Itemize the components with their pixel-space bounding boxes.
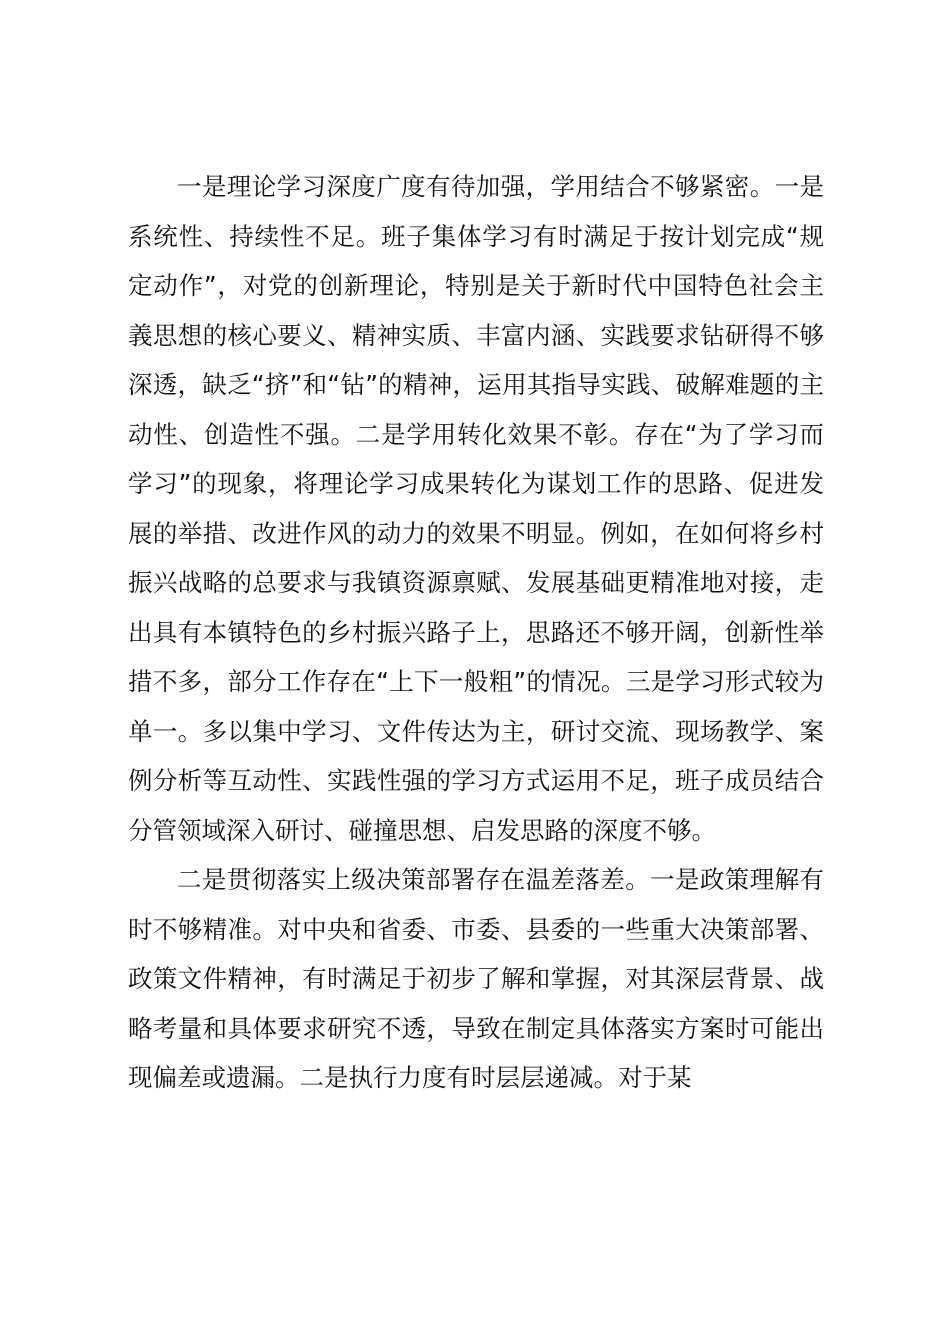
paragraph-policy-implementation: 二是贯彻落实上级决策部署存在温差落差。一是政策理解有时不够精准。对中央和省委、市委、县委的一些重大决策部署、政策文件精神，有时满足于初步了解和掌握，对其深层背景、战略考量和具体要求研究不透，导致在制定具体落实方案时可能出现偏差或遗漏。二是执行力度有时层层递减。对于某 (128, 865, 824, 1092)
paragraph-theory-study: 一是理论学习深度广度有待加强，学用结合不够紧密。一是系统性、持续性不足。班子集体学习有时满足于按计划完成“规定动作”，对党的创新理论，特别是关于新时代中国特色社会主義思想的核心要义、精神实质、丰富内涵、实践要求钻研得不够深透，缺乏“挤”和“钻”的精神，运用其指导实践、破解难题的主动性、创造性不强。二是学用转化效果不彰。存在“为了学习而学习”的现象，将理论学习成果转化为谋划工作的思路、促进发展的举措、改进作风的动力的效果不明显。例如，在如何将乡村振兴战略的总要求与我镇资源禀赋、发展基础更精准地对接，走出具有本镇特色的乡村振兴路子上，思路还不够开阔，创新性举措不多，部分工作存在“上下一般粗”的情况。三是学习形式较为单一。多以集中学习、文件传达为主，研讨交流、现场教学、案例分析等互动性、实践性强的学习方式运用不足，班子成员结合分管领域深入研讨、碰撞思想、启发思路的深度不够。 (128, 172, 824, 845)
document-body (128, 162, 824, 1103)
